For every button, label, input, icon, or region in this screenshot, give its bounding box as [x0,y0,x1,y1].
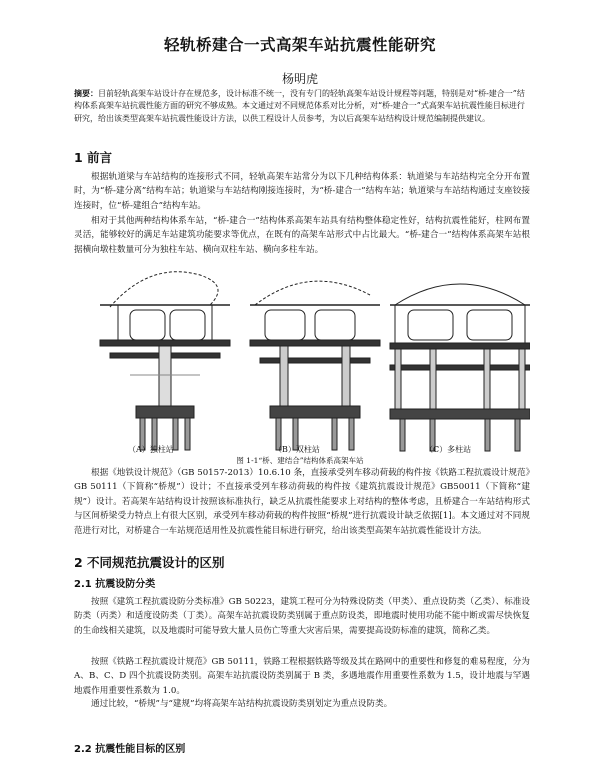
paper-author: 杨明虎 [281,72,318,86]
single-column-station-drawing [100,272,230,450]
figure-sub-a: （A）独柱站 [128,445,174,454]
abstract-label: 摘要： [74,89,98,98]
figure-sub-b: （B）双柱站 [274,445,320,454]
section-2-2-heading: 2.2 抗震性能目标的区别 [74,744,186,755]
double-column-station-drawing [250,281,380,450]
figure-caption: 图 1-1“桥、建结合”结构体系高架车站 [236,456,364,465]
paper-title: 轻轨桥建合一式高架车站抗震性能研究 [163,36,436,54]
section-2-heading: 2 不同规范抗震设计的区别 [74,555,225,570]
section-1-paragraph-3: 根据《地铁设计规范》（GB 50157-2013）10.6.10 条，直接承受列车移动荷载的构件按《铁路工程抗震设计规范》GB 50111（下简称“桥规”）设计；不直接承受列车移动荷载的构件按《建筑抗震设计规范》GB50011（下简称“建规”）设计。若高架车站结构设计按照该标准执行，缺乏从抗震性能要求上对结构的整体考虑，且桥建合一车站结构形式与区间桥梁受力特点上有很大区别，承受列车移动荷载的构件按照“桥规”进行抗震设计缺乏依据[1]。本文通过对不同规范进行对比，对桥建合一车站规范适用性及抗震性能目标进行研究，给出该类型高架车站抗震性能设计方法。 [74,468,530,536]
section-2-1-heading: 2.1 抗震设防分类 [74,579,156,590]
abstract [74,88,530,125]
abstract-text: 目前轻轨高架车站设计存在规范多，设计标准不统一，没有专门的轻轨高架车站设计规程等问题，特别是对“桥-建合一”结构体系高架车站抗震性能方面的研究不够成熟。本文通过对不同规范体系对比分析，对“桥-建合一”式高架车站抗震性能目标进行研究，给出该类型高架车站抗震性能设计方法，以供工程设计人员参考，为以后高架车站结构设计规范编制提供建议。 [74,89,525,123]
section-2-1-paragraph-3: 通过比较，“桥规”与“建规”均将高架车站结构抗震设防类别划定为重点设防类。 [91,699,393,709]
multi-column-station-drawing [390,284,530,451]
section-1-paragraph-1: 根据轨道梁与车站结构的连接形式不同，轻轨高架车站常分为以下几种结构体系：轨道梁与车站结构完全分开布置时，为“桥-建分离”结构车站；轨道梁与车站结构刚接连接时，为“桥-建合一”结构车站；轨道梁与车站结构通过支座铰接连接时，位“桥-建组合”结构车站。 [74,172,530,211]
section-2-1-paragraph-1: 按照《建筑工程抗震设防分类标准》GB 50223，建筑工程可分为特殊设防类（甲类）、重点设防类（乙类）、标准设防类（丙类）和适度设防类（丁类）。高架车站抗震设防类别属于重点防设类，即地震时使用功能不能中断或需尽快恢复的生命线相关建筑，以及地震时可能导致大量人员伤亡等重大灾害后果，需要提高设防标准的建筑，简称乙类。 [74,597,530,636]
section-2-1-paragraph-2: 按照《铁路工程抗震设计规范》GB 50111，铁路工程根据铁路等级及其在路网中的重要性和修复的难易程度，分为 A、B、C、D 四个抗震设防类别。高架车站抗震设防类别属于 B 类，多遇地震作用重要性系数为 1.5，设计地震与罕遇地震作用重要性系数为 1.0。 [74,657,530,696]
station-section-figure [90,265,530,470]
section-1-heading: 1 前言 [74,150,113,165]
section-1-paragraph-2: 相对于其他两种结构体系车站，“桥-建合一”结构体系高架车站具有结构整体稳定性好，结构抗震性能好，柱网布置灵活，能够较好的满足车站建筑功能要求等优点，在既有的高架车站形式中占比最大。“桥-建合一”结构体系高架车站根据横向墩柱数量可分为独柱车站、横向双柱车站、横向多柱车站。 [74,216,530,255]
figure-sub-c: （C）多柱站 [425,445,472,454]
